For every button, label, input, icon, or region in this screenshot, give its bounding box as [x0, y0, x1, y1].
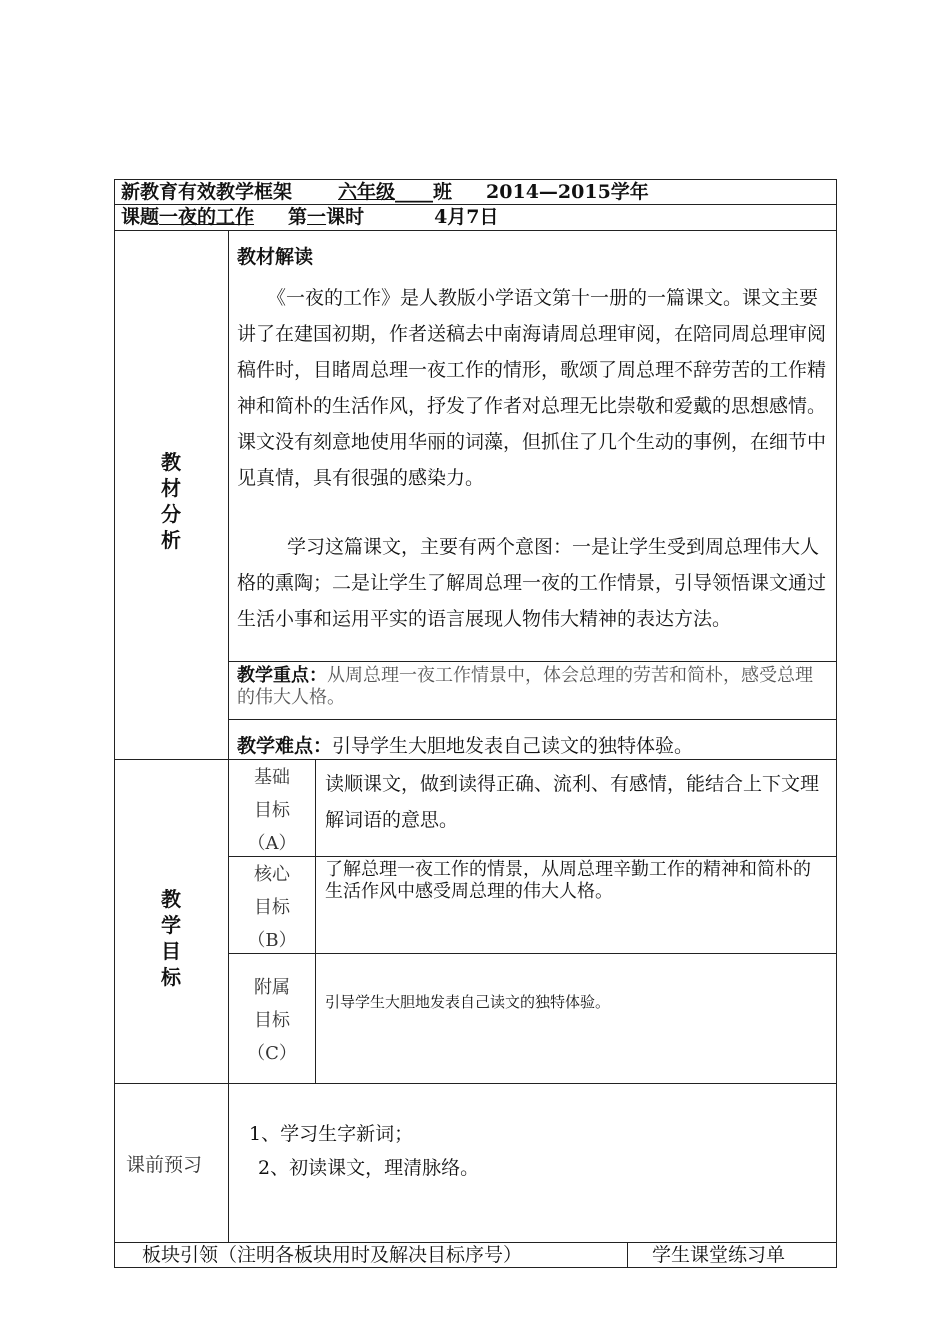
- footer-right: 学生课堂练习单: [652, 1244, 786, 1266]
- key-point-text: 从周总理一夜工作情景中，体会总理的劳苦和简朴，感受总理的伟大人格。: [237, 665, 813, 708]
- material-paragraph-1: 《一夜的工作》是人教版小学语文第十一册的一篇课文。课文主要讲了在建国初期，作者送稿去中南海请周总理审阅，在陪同周总理审阅稿件时，目睹周总理一夜工作的情形，歌颂了周总理不辞劳苦的工作精神和简朴的生活作风，抒发了作者对总理无比崇敬和爱戴的思想感情。课文没有刻意地使用华丽的词藻，但抓住了几个生动的事例，在细节中见真情，具有很强的感染力。: [237, 287, 827, 489]
- goal-b-text: 了解总理一夜工作的情景，从周总理辛勤工作的精神和简朴的生活作风中感受周总理的伟大人格。: [325, 859, 811, 902]
- goal-a-text: 读顺课文，做到读得正确、流利、有感情，能结合上下文理解词语的意思。: [325, 773, 820, 831]
- row-divider-lesson: [114, 230, 836, 231]
- row-divider-difficulty: [228, 719, 836, 720]
- row-divider-material: [114, 759, 836, 760]
- teaching-goals-label: 教 学 目 标: [161, 887, 181, 989]
- material-paragraph-2: 学习这篇课文，主要有两个意图：一是让学生受到周总理伟大人格的熏陶；二是让学生了解周总理一夜的工作情景，引导领悟课文通过生活小事和运用平实的语言展现人物伟大精神的表达方法。: [237, 536, 827, 630]
- row-divider-goal-b: [228, 953, 836, 954]
- row-divider-goal-a: [228, 856, 836, 857]
- table-border-bottom: [114, 1267, 836, 1268]
- table-border-left: [114, 179, 115, 1268]
- preview-item-1: 1、学习生字新词；: [249, 1123, 414, 1145]
- period-prefix: 第: [288, 206, 308, 228]
- difficulty: [237, 733, 693, 759]
- period-suffix: 课时: [326, 206, 365, 228]
- preview-label: 课前预习: [126, 1154, 203, 1176]
- column-divider-footer: [627, 1242, 628, 1268]
- table-border-right: [836, 179, 837, 1268]
- goal-a-label: 基础 目标 （A）: [247, 767, 297, 854]
- framework-title: 新教育有效教学框架: [121, 181, 293, 203]
- school-year: 2014—2015学年: [486, 181, 649, 203]
- topic-label: 课题: [121, 206, 160, 228]
- preview-item-2: 2、初读课文，理清脉络。: [258, 1157, 480, 1179]
- key-point: [237, 665, 823, 709]
- lesson-topic: 一夜的工作: [159, 206, 255, 228]
- goal-b-label: 核心 目标 （B）: [247, 864, 297, 951]
- material-analysis-label: 教 材 分 析: [161, 450, 181, 552]
- class-blank: ____: [395, 181, 434, 203]
- difficulty-text: 引导学生大胆地发表自己读文的独特体验。: [332, 735, 694, 757]
- lesson-date: 4月7日: [434, 206, 499, 228]
- column-divider-goal: [315, 759, 316, 1084]
- row-divider-keypoint: [228, 661, 836, 662]
- key-point-label: 教学重点：: [237, 665, 327, 686]
- header-row: [121, 180, 649, 204]
- footer-left: 板块引领（注明各板块用时及解决目标序号）: [142, 1244, 523, 1266]
- lesson-row: [121, 205, 499, 230]
- column-divider-label: [228, 230, 229, 1243]
- row-divider-goals: [114, 1083, 836, 1084]
- material-heading: 教材解读: [237, 246, 314, 268]
- grade: 六年级: [338, 181, 396, 203]
- period-number: 一: [307, 206, 327, 228]
- goal-c-label: 附属 目标 （C）: [247, 977, 297, 1064]
- goal-c-text: 引导学生大胆地发表自己读文的独特体验。: [325, 993, 611, 1011]
- class-label: 班: [433, 181, 453, 203]
- difficulty-label: 教学难点：: [237, 735, 333, 757]
